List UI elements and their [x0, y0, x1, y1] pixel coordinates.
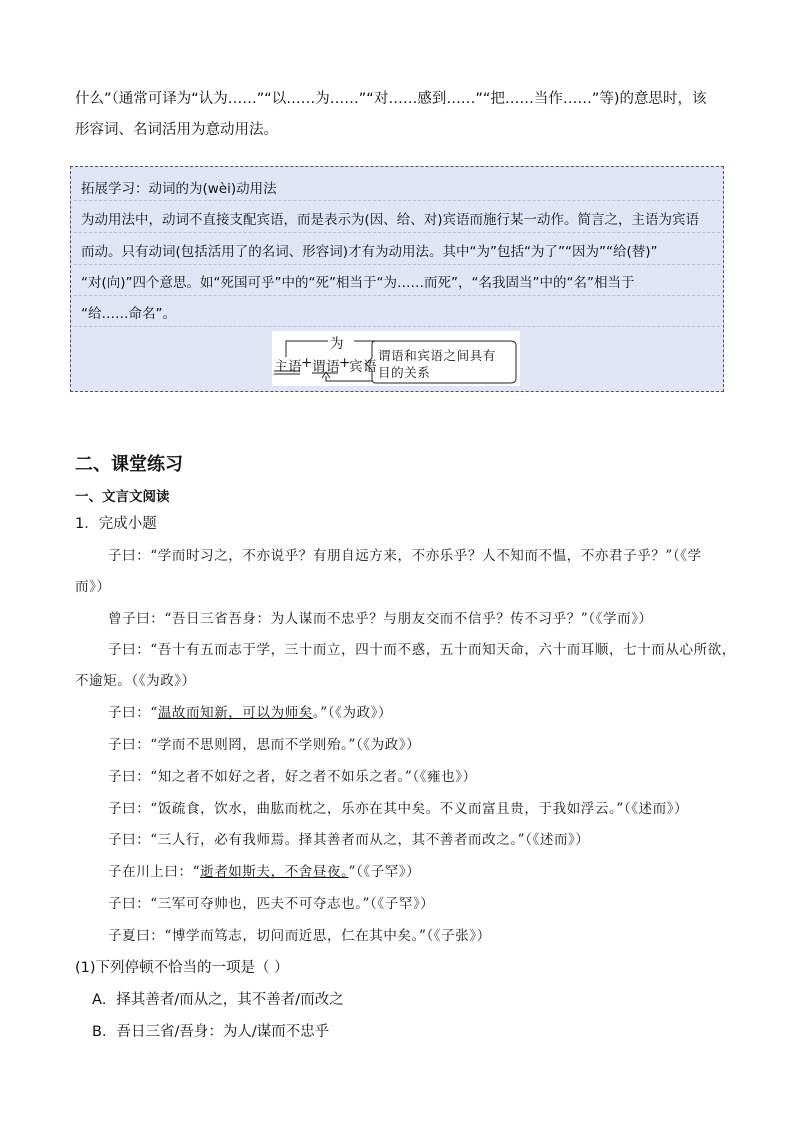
expansion-line-3: “对(向)”四个意思。如“死国可乎”中的“死”相当于“为……而死”，“名我固当”中的“名”相当于 [81, 275, 635, 291]
expansion-line-1: 为动用法中，动词不直接支配宾语，而是表示为(因、给、对)宾语而施行某一动作。简言之，主语为宾语 [81, 212, 700, 228]
expansion-box [70, 166, 724, 392]
passage-7: 子曰：“饭疏食，饮水，曲肱而枕之，乐亦在其中矣。不义而富且贵，于我如浮云。”（《述而》） [108, 801, 689, 817]
passage-5: 子曰：“学而不思则罔，思而不学则殆。”（《为政》） [108, 737, 421, 753]
question-stem: (1)下列停顿不恰当的一项是（ ） [75, 960, 289, 976]
diagram-note-line-2: 目的关系 [378, 365, 431, 380]
passage-11: 子夏曰：“博学而笃志，切问而近思，仁在其中矣。”（《子张》） [108, 928, 491, 944]
passage-4-post: 。”（《为政》） [312, 705, 393, 721]
passage-4 [108, 701, 392, 721]
passage-9-pre: 子在川上曰：“ [108, 864, 201, 880]
diagram-predicate: 谓语 [312, 359, 341, 375]
passage-10: 子曰：“三军可夺帅也，匹夫不可夺志也。”（《子罕》） [108, 896, 435, 912]
expansion-title: 拓展学习：动词的为(wèi)动用法 [81, 181, 277, 197]
passage-1-line-1: 子曰：“学而时习之，不亦说乎？有朋自远方来，不亦乐乎？人不知而不愠，不亦君子乎？”（《学 [108, 548, 702, 564]
intro-line-2: 形容词、名词活用为意动用法。 [75, 122, 278, 138]
section-heading: 二、课堂练习 [75, 454, 183, 475]
expansion-line-4: “给……命名”。 [81, 306, 176, 322]
option-b: B．吾日三省/吾身：为人/谋而不忠乎 [92, 1024, 330, 1040]
diagram-object: 宾语 [349, 359, 378, 375]
passage-9-post: ”（《子罕》） [348, 864, 421, 880]
diagram-plus-1: + [301, 355, 313, 371]
option-a: A．择其善者/而从之，其不善者/而改之 [92, 992, 344, 1008]
divider [74, 295, 720, 296]
passage-2: 曾子曰：“吾日三省吾身：为人谋而不忠乎？与朋友交而不信乎？传不习乎？”（《学而》） [108, 611, 653, 627]
passage-1-line-2: 而》） [75, 579, 111, 595]
divider [74, 264, 720, 265]
passage-3-line-2: 不逾矩。（《为政》） [75, 673, 196, 689]
divider [74, 326, 720, 327]
divider [74, 200, 720, 201]
section-subheading: 一、文言文阅读 [75, 489, 170, 505]
intro-line-1: 什么”（通常可译为“认为……”“以……为……”“对……感到……”“把……当作……”等)的意思时，该 [75, 91, 707, 107]
passage-8: 子曰：“三人行，必有我师焉。择其善者而从之，其不善者而改之。”（《述而》） [108, 832, 590, 848]
passage-6: 子曰：“知之者不如好之者，好之者不如乐之者。”（《雍也》） [108, 769, 477, 785]
expansion-line-2: 而动。只有动词(包括活用了的名词、形容词)才有为动用法。其中“为”包括“为了”“因为”“给(替)” [81, 244, 658, 260]
divider [74, 232, 720, 233]
diagram-note-line-1: 谓语和宾语之间具有 [378, 348, 496, 363]
passage-3-line-1: 子曰：“吾十有五而志于学，三十而立，四十而不惑，五十而知天命，六十而耳顺，七十而从心所欲， [108, 642, 736, 658]
diagram-top-label: 为 [330, 336, 345, 352]
purpose-usage-diagram [272, 331, 520, 386]
diagram-subject: 主语 [274, 359, 303, 375]
diagram-plus-2: + [339, 355, 351, 371]
passage-9 [108, 860, 420, 880]
passage-4-pre: 子曰：“ [108, 705, 158, 721]
question-heading: 1．完成小题 [75, 516, 157, 532]
passage-4-underlined: 温故而知新，可以为师矣 [157, 705, 313, 721]
passage-9-underlined: 逝者如斯夫，不舍昼夜。 [200, 864, 349, 880]
